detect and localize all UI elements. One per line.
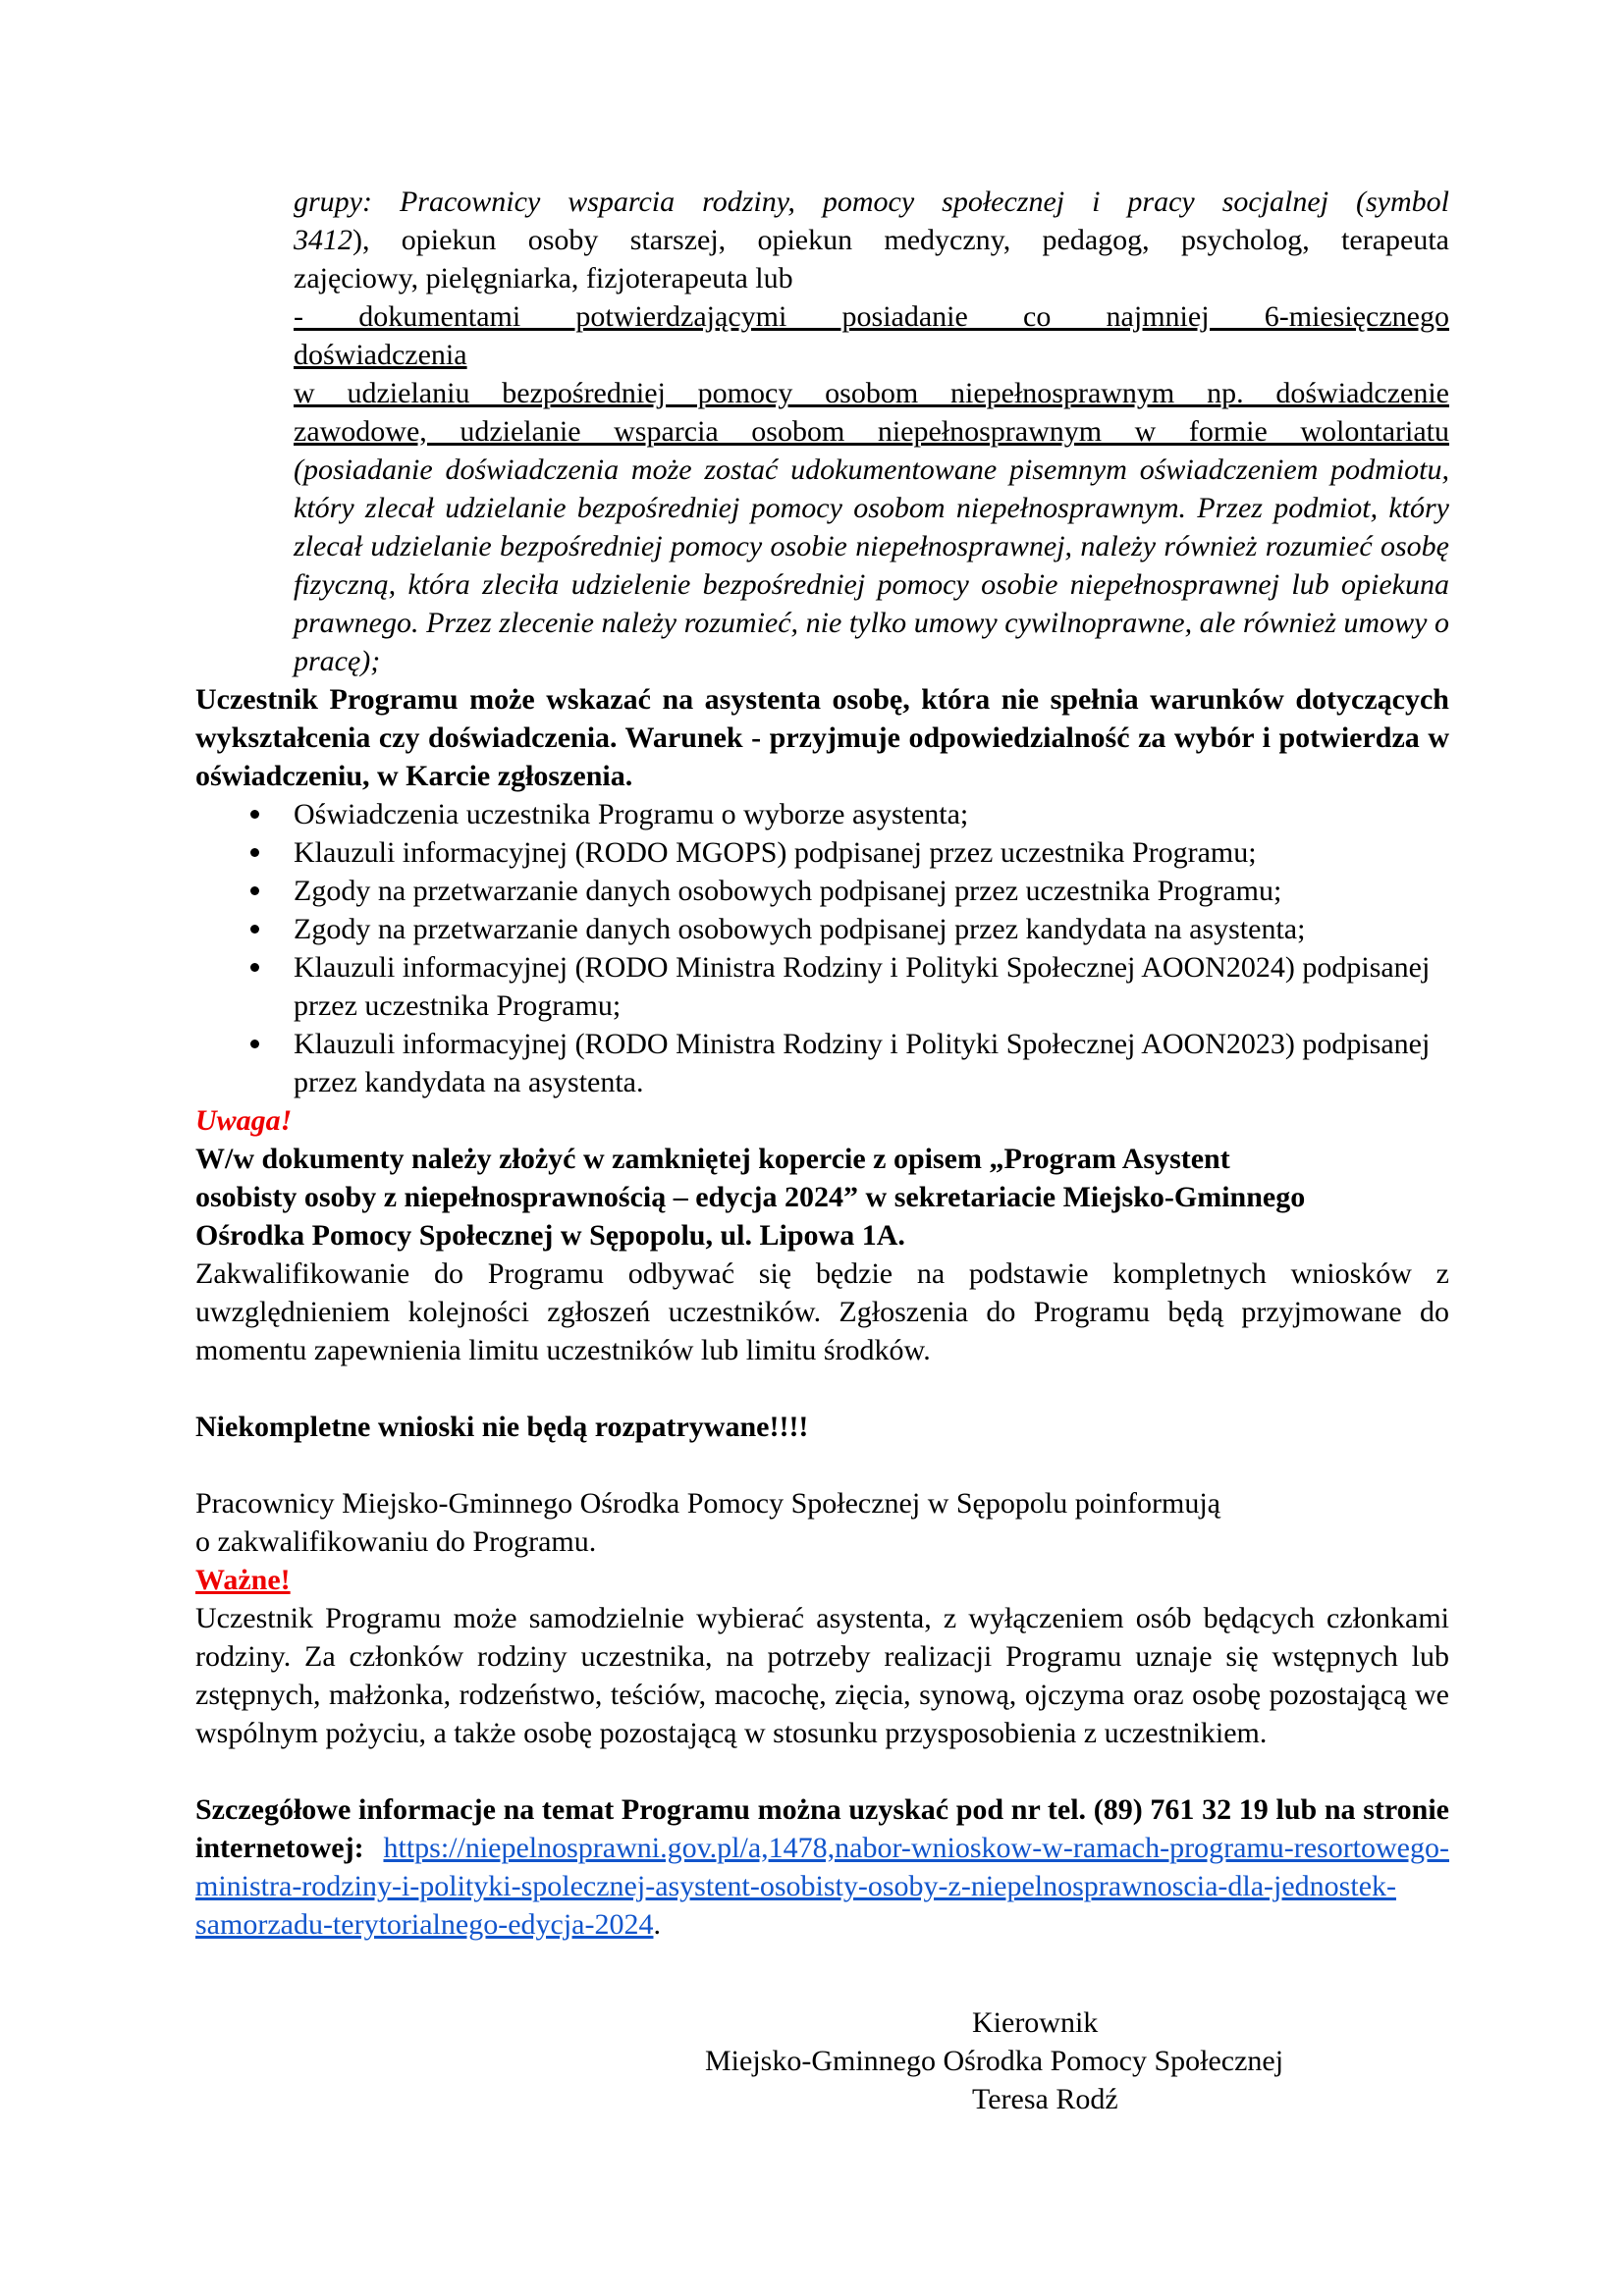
- list-item: Klauzuli informacyjnej (RODO Ministra Rodziny i Polityki Społecznej AOON2024) podpisanej przez uczestnika Programu;: [195, 948, 1449, 1025]
- incomplete-warning: Niekompletne wnioski nie będą rozpatrywane!!!!: [195, 1411, 809, 1443]
- submission-instruction-line: osobisty osoby z niepełnosprawnością – edycja 2024” w sekretariacie Miejsko-Gminnego: [195, 1181, 1306, 1213]
- list-item: Klauzuli informacyjnej (RODO Ministra Rodziny i Polityki Społecznej AOON2023) podpisanej przez kandydata na asystenta.: [195, 1025, 1449, 1101]
- inform-line: o zakwalifikowaniu do Programu.: [195, 1525, 597, 1558]
- bullet-icon: [250, 810, 259, 819]
- bullet-icon: [250, 963, 259, 972]
- wazne-label: Ważne!: [195, 1564, 291, 1596]
- list-item: Klauzuli informacyjnej (RODO MGOPS) podpisanej przez uczestnika Programu;: [195, 833, 1449, 872]
- spacer: [195, 1752, 1449, 1790]
- required-documents-list: [195, 795, 1449, 1101]
- bullet-icon: [250, 925, 259, 934]
- submission-instruction-line: Ośrodka Pomocy Społecznej w Sępopolu, ul. Lipowa 1A.: [195, 1219, 905, 1252]
- submission-instruction-line: W/w dokumenty należy złożyć w zamkniętej kopercie z opisem „Program Asystent: [195, 1143, 1230, 1175]
- contact-paragraph: Szczegółowe informacje na temat Programu można uzyskać pod nr tel. (89) 761 32 19 lub na stronie internetowej: https://niepelnosprawni.gov.pl/a,1478,nabor-wnioskow-w-ramach-programu-resortowego-ministra-rodziny-i-polityki-spolecznej-asystent-osobisty-osoby-z-niepelnosprawnoscia-dla-jednostek-samorzadu-terytorialnego-edycja-2024.: [195, 1793, 1449, 1941]
- assistant-choice-note: Uczestnik Programu może wskazać na asystenta osobę, która nie spełnia warunków dotyczących wykształcenia czy doświadczenia. Warunek - przyjmuje odpowiedzialność za wybór i potwierdza w oświadczeniu, w Karcie zgłoszenia.: [195, 683, 1449, 792]
- family-members-paragraph: Uczestnik Programu może samodzielnie wybierać asystenta, z wyłączeniem osób będących członkami rodziny. Za członków rodziny uczestnika, na potrzeby realizacji Programu uznaje się wstępnych lub zstępnych, małżonka, rodzeństwo, teściów, macochę, zięcia, synową, ojczyma oraz osobę pozostającą we wspólnym pożyciu, a także osobę pozostającą w stosunku przysposobienia z uczestnikiem.: [195, 1602, 1449, 1749]
- experience-line: w udzielaniu bezpośredniej pomocy osobom niepełnosprawnym np. doświadczenie: [294, 377, 1449, 409]
- program-website-link[interactable]: https://niepelnosprawni.gov.pl/a,1478,nabor-wnioskow-w-ramach-programu-resortowego-ministra-rodziny-i-polityki-spolecznej-asystent-osobisty-osoby-z-niepelnosprawnoscia-dla-jednostek-samorzadu-terytorialnego-edycja-2024: [195, 1832, 1449, 1941]
- qualification-paragraph: Zakwalifikowanie do Programu odbywać się będzie na podstawie kompletnych wniosków z uwzględnieniem kolejności zgłoszeń uczestników. Zgłoszenia do Programu będą przyjmowane do momentu zapewnienia limitu uczestników lub limitu środków.: [195, 1257, 1449, 1366]
- qualification-line: zajęciowy, pielęgniarka, fizjoterapeuta lub: [294, 262, 793, 294]
- qualification-line: 3412), opiekun osoby starszej, opiekun medyczny, pedagog, psycholog, terapeuta: [294, 224, 1449, 256]
- bullet-icon: [250, 1040, 259, 1048]
- contact-text: Szczegółowe informacje na temat Programu można uzyskać pod nr tel. (89) 761 32 19 lub na stronie internetowej:: [195, 1793, 1449, 1864]
- spacer: [195, 1446, 1449, 1484]
- bullet-icon: [250, 848, 259, 857]
- bullet-icon: [250, 886, 259, 895]
- uwaga-label: Uwaga!: [195, 1104, 293, 1137]
- experience-line: doświadczenia: [294, 339, 467, 371]
- signature-title: Kierownik: [972, 2006, 1099, 2039]
- qualifications-continuation: [195, 183, 1449, 680]
- experience-explanation: (posiadanie doświadczenia może zostać udokumentowane pisemnym oświadczeniem podmiotu, który zlecał udzielanie bezpośredniej pomocy osobom niepełnosprawnym. Przez podmiot, który zlecał udzielanie bezpośredniej pomocy osobie niepełnosprawnej, należy również rozumieć osobę fizyczną, która zleciła udzielenie bezpośredniej pomocy osobie niepełnosprawnej lub opiekuna prawnego. Przez zlecenie należy rozumieć, nie tylko umowy cywilnoprawne, ale również umowy o pracę);: [294, 454, 1449, 677]
- list-item: Zgody na przetwarzanie danych osobowych podpisanej przez uczestnika Programu;: [195, 872, 1449, 910]
- experience-line: - dokumentami potwierdzającymi posiadanie co najmniej 6-miesięcznego: [294, 300, 1449, 333]
- list-item: Zgody na przetwarzanie danych osobowych podpisanej przez kandydata na asystenta;: [195, 910, 1449, 948]
- document-body: [195, 183, 1449, 1944]
- spacer: [195, 1369, 1449, 1408]
- signature-institution: Miejsko-Gminnego Ośrodka Pomocy Społecznej: [705, 2045, 1284, 2077]
- experience-line: zawodowe, udzielanie wsparcia osobom niepełnosprawnym w formie wolontariatu: [294, 415, 1449, 448]
- signature-name: Teresa Rodź: [972, 2083, 1118, 2115]
- qualification-line: grupy: Pracownicy wsparcia rodziny, pomocy społecznej i pracy socjalnej (symbol: [294, 186, 1449, 218]
- list-item: Oświadczenia uczestnika Programu o wyborze asystenta;: [195, 795, 1449, 833]
- inform-line: Pracownicy Miejsko-Gminnego Ośrodka Pomocy Społecznej w Sępopolu poinformują: [195, 1487, 1220, 1520]
